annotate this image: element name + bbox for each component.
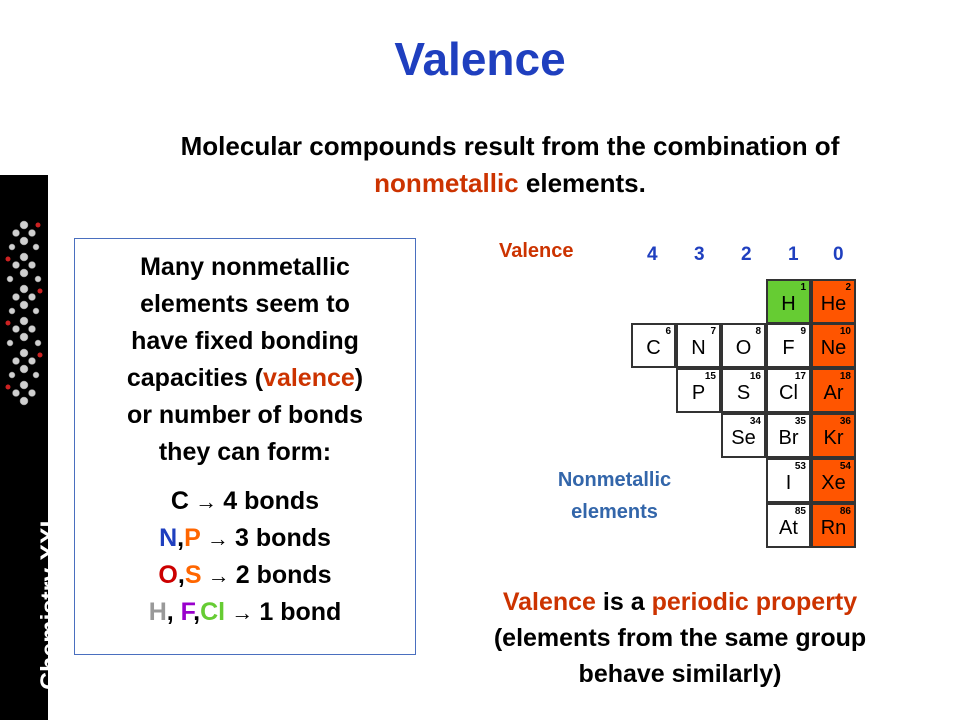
element-symbol: H (148, 598, 167, 626)
element-cell-i (766, 458, 811, 503)
atomic-number: 2 (845, 282, 851, 293)
molecule-icon (2, 215, 46, 415)
element-symbol: , (177, 561, 185, 589)
box-line: elements seem to (140, 290, 350, 318)
periodic-highlight: periodic property (651, 588, 858, 616)
atomic-number: 8 (755, 326, 761, 337)
bond-rule (75, 557, 415, 594)
element-symbol: H (781, 293, 796, 315)
element-symbol: Rn (820, 517, 847, 539)
element-symbol: At (779, 517, 798, 539)
element-symbol: He (820, 293, 847, 315)
element-symbol: S (736, 382, 751, 404)
arrow-icon: → (225, 600, 260, 625)
element-symbol: F (180, 598, 194, 626)
atomic-number: 6 (665, 326, 671, 337)
element-symbol: , (177, 524, 185, 552)
atomic-number: 17 (794, 371, 806, 382)
box-line-highlight: valence (263, 364, 355, 392)
element-cell-he (811, 279, 856, 324)
periodic-text: is a (595, 588, 652, 616)
arrow-icon: → (201, 563, 236, 588)
valence-box (74, 238, 416, 655)
bond-rules-list (75, 483, 415, 631)
bond-count: 2 bonds (235, 561, 332, 589)
bond-count: 3 bonds (235, 524, 331, 552)
atomic-number: 7 (710, 326, 716, 337)
atomic-number: 9 (800, 326, 806, 337)
bond-count: 4 bonds (223, 487, 320, 515)
box-line: ) (354, 364, 364, 392)
sidebar-label: Chemistry XXI (36, 520, 64, 690)
atomic-number: 36 (839, 416, 851, 427)
element-symbol: Cl (779, 382, 798, 404)
periodic-statement (430, 584, 930, 692)
element-symbol: Br (778, 427, 799, 449)
element-symbol: F (782, 337, 795, 359)
element-symbol: P (184, 524, 201, 552)
element-cell-rn (811, 503, 856, 548)
element-cell-ar (811, 368, 856, 413)
element-symbol: C (646, 337, 661, 359)
element-symbol: N (159, 524, 178, 552)
intro-part1: Molecular compounds result from the combination of (180, 131, 840, 161)
element-cell-n (676, 323, 721, 368)
nonmetallic-caption (512, 464, 717, 528)
element-symbol: Se (731, 427, 756, 449)
atomic-number: 1 (800, 282, 806, 293)
element-cell-o (721, 323, 766, 368)
box-line: have fixed bonding (131, 327, 359, 355)
box-line: or number of bonds (126, 401, 364, 429)
element-cell-f (766, 323, 811, 368)
atomic-number: 15 (704, 371, 716, 382)
page-title: Valence (394, 33, 566, 85)
element-symbol: O (158, 561, 178, 589)
intro-highlight: nonmetallic (374, 168, 519, 198)
box-line: Many nonmetallic (140, 253, 350, 281)
box-line: they can form: (158, 438, 332, 466)
valence-number: 2 (741, 244, 752, 265)
periodic-text: (elements from the same group (493, 624, 867, 652)
atomic-number: 16 (749, 371, 761, 382)
element-symbol: N (691, 337, 706, 359)
periodic-text: behave similarly) (578, 660, 782, 688)
element-symbol: C (170, 487, 189, 515)
element-symbol: Cl (200, 598, 226, 626)
atomic-number: 35 (794, 416, 806, 427)
bond-rule (75, 483, 415, 520)
element-cell-cl (766, 368, 811, 413)
atomic-number: 86 (839, 506, 851, 517)
valence-axis-label: Valence (499, 240, 574, 262)
element-cell-at (766, 503, 811, 548)
atomic-number: 53 (794, 461, 806, 472)
element-symbol: , (166, 598, 181, 626)
element-symbol: P (691, 382, 706, 404)
arrow-icon: → (188, 489, 224, 514)
element-cell-kr (811, 413, 856, 458)
box-paragraph (75, 249, 415, 471)
element-symbol: Ne (820, 337, 847, 359)
atomic-number: 85 (794, 506, 806, 517)
valence-number: 0 (833, 244, 844, 265)
element-symbol: O (735, 337, 752, 359)
element-cell-p (676, 368, 721, 413)
arrow-icon: → (200, 526, 236, 551)
caption-line: elements (571, 501, 658, 523)
element-cell-se (721, 413, 766, 458)
atomic-number: 10 (839, 326, 851, 337)
element-symbol: Kr (823, 427, 844, 449)
bond-rule (75, 520, 415, 557)
bond-rule (75, 594, 415, 631)
element-symbol: I (785, 472, 792, 494)
element-symbol: S (184, 561, 202, 589)
valence-number: 3 (694, 244, 705, 265)
intro-part2: elements. (518, 168, 646, 198)
bond-count: 1 bond (259, 598, 342, 626)
atomic-number: 54 (839, 461, 851, 472)
valence-number: 1 (788, 244, 799, 265)
element-symbol: Ar (823, 382, 844, 404)
intro-text (70, 128, 950, 202)
box-line: capacities ( (126, 364, 264, 392)
element-cell-ne (811, 323, 856, 368)
element-cell-c (631, 323, 676, 368)
atomic-number: 34 (749, 416, 761, 427)
element-symbol: , (193, 598, 201, 626)
element-cell-s (721, 368, 766, 413)
atomic-number: 18 (839, 371, 851, 382)
element-symbol: Xe (821, 472, 846, 494)
valence-number: 4 (647, 244, 658, 265)
caption-line: Nonmetallic (557, 469, 672, 491)
element-cell-h (766, 279, 811, 324)
periodic-highlight: Valence (502, 588, 596, 616)
element-cell-br (766, 413, 811, 458)
element-cell-xe (811, 458, 856, 503)
